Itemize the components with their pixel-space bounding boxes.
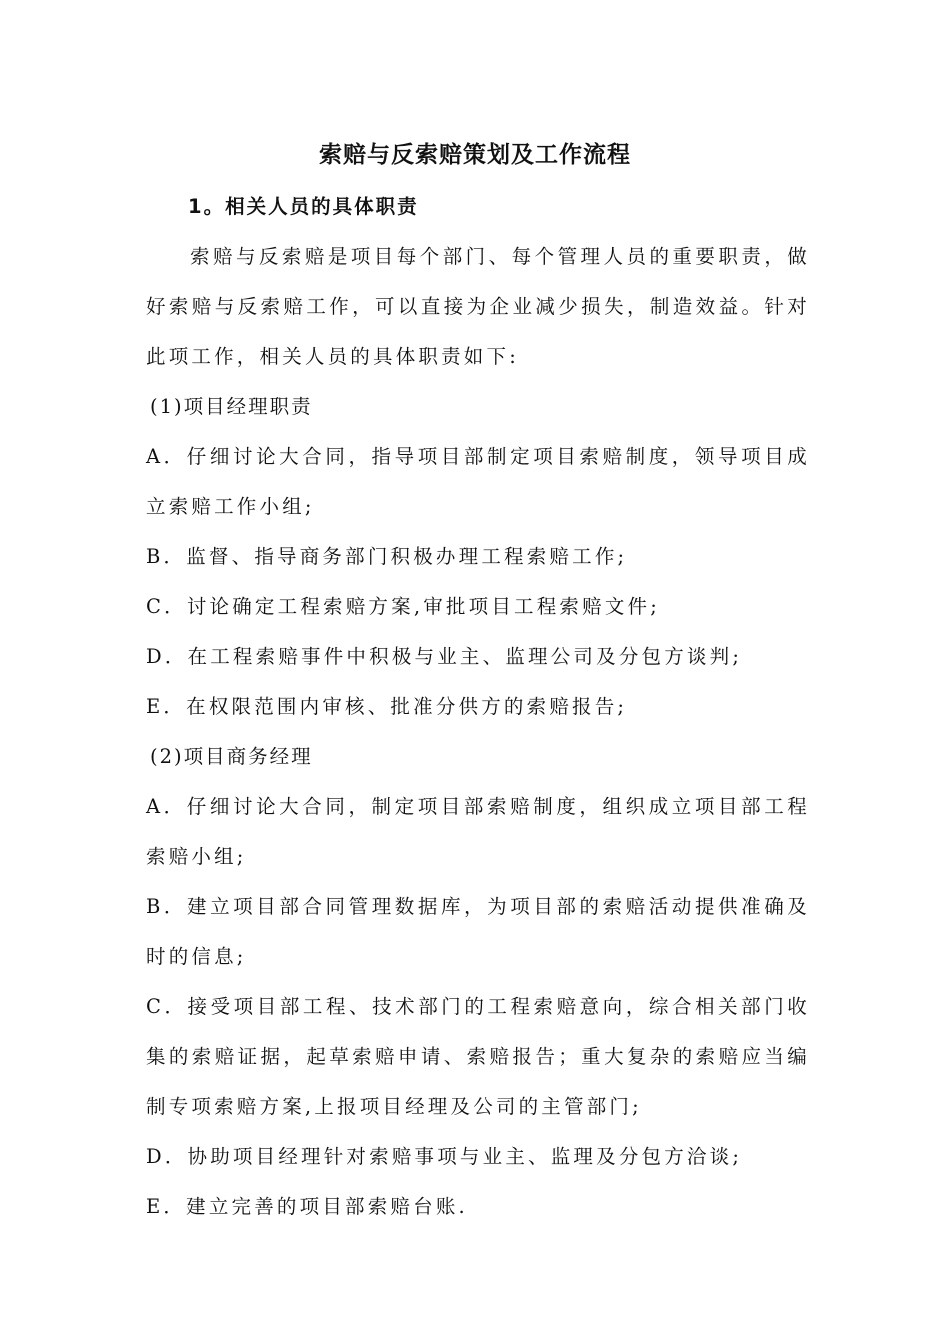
document-title: 索赔与反索赔策划及工作流程 (319, 142, 631, 168)
duty-item: C．讨论确定工程索赔方案,审批项目工程索赔文件; (146, 595, 660, 618)
duty-item: A．仔细讨论大合同，指导项目部制定项目索赔制度，领导项目成立索赔工作小组; (146, 445, 810, 518)
section-heading: 1。相关人员的具体职责 (188, 195, 419, 218)
duty-item: D．协助项目经理针对索赔事项与业主、监理及分包方洽谈; (146, 1145, 743, 1168)
duty-item: A．仔细讨论大合同，制定项目部索赔制度，组织成立项目部工程索赔小组; (146, 795, 810, 868)
duty-item: C．接受项目部工程、技术部门的工程索赔意向，综合相关部门收集的索赔证据，起草索赔申请、索赔报告；重大复杂的索赔应当编制专项索赔方案,上报项目经理及公司的主管部门; (146, 995, 810, 1118)
duty-item: E．建立完善的项目部索赔台账. (146, 1195, 468, 1218)
duty-item: D．在工程索赔事件中积极与业主、监理公司及分包方谈判; (146, 645, 743, 668)
duty-item: B．建立项目部合同管理数据库，为项目部的索赔活动提供准确及时的信息; (146, 895, 810, 968)
business-manager-heading: (2)项目商务经理 (150, 745, 313, 768)
intro-paragraph: 索赔与反索赔是项目每个部门、每个管理人员的重要职责，做好索赔与反索赔工作，可以直接为企业减少损失，制造效益。针对此项工作，相关人员的具体职责如下: (146, 245, 810, 368)
duty-item: B．监督、指导商务部门积极办理工程索赔工作; (146, 545, 628, 568)
document-body (146, 182, 810, 1232)
project-manager-heading: (1)项目经理职责 (150, 395, 313, 418)
duty-item: E．在权限范围内审核、批准分供方的索赔报告; (146, 695, 628, 718)
